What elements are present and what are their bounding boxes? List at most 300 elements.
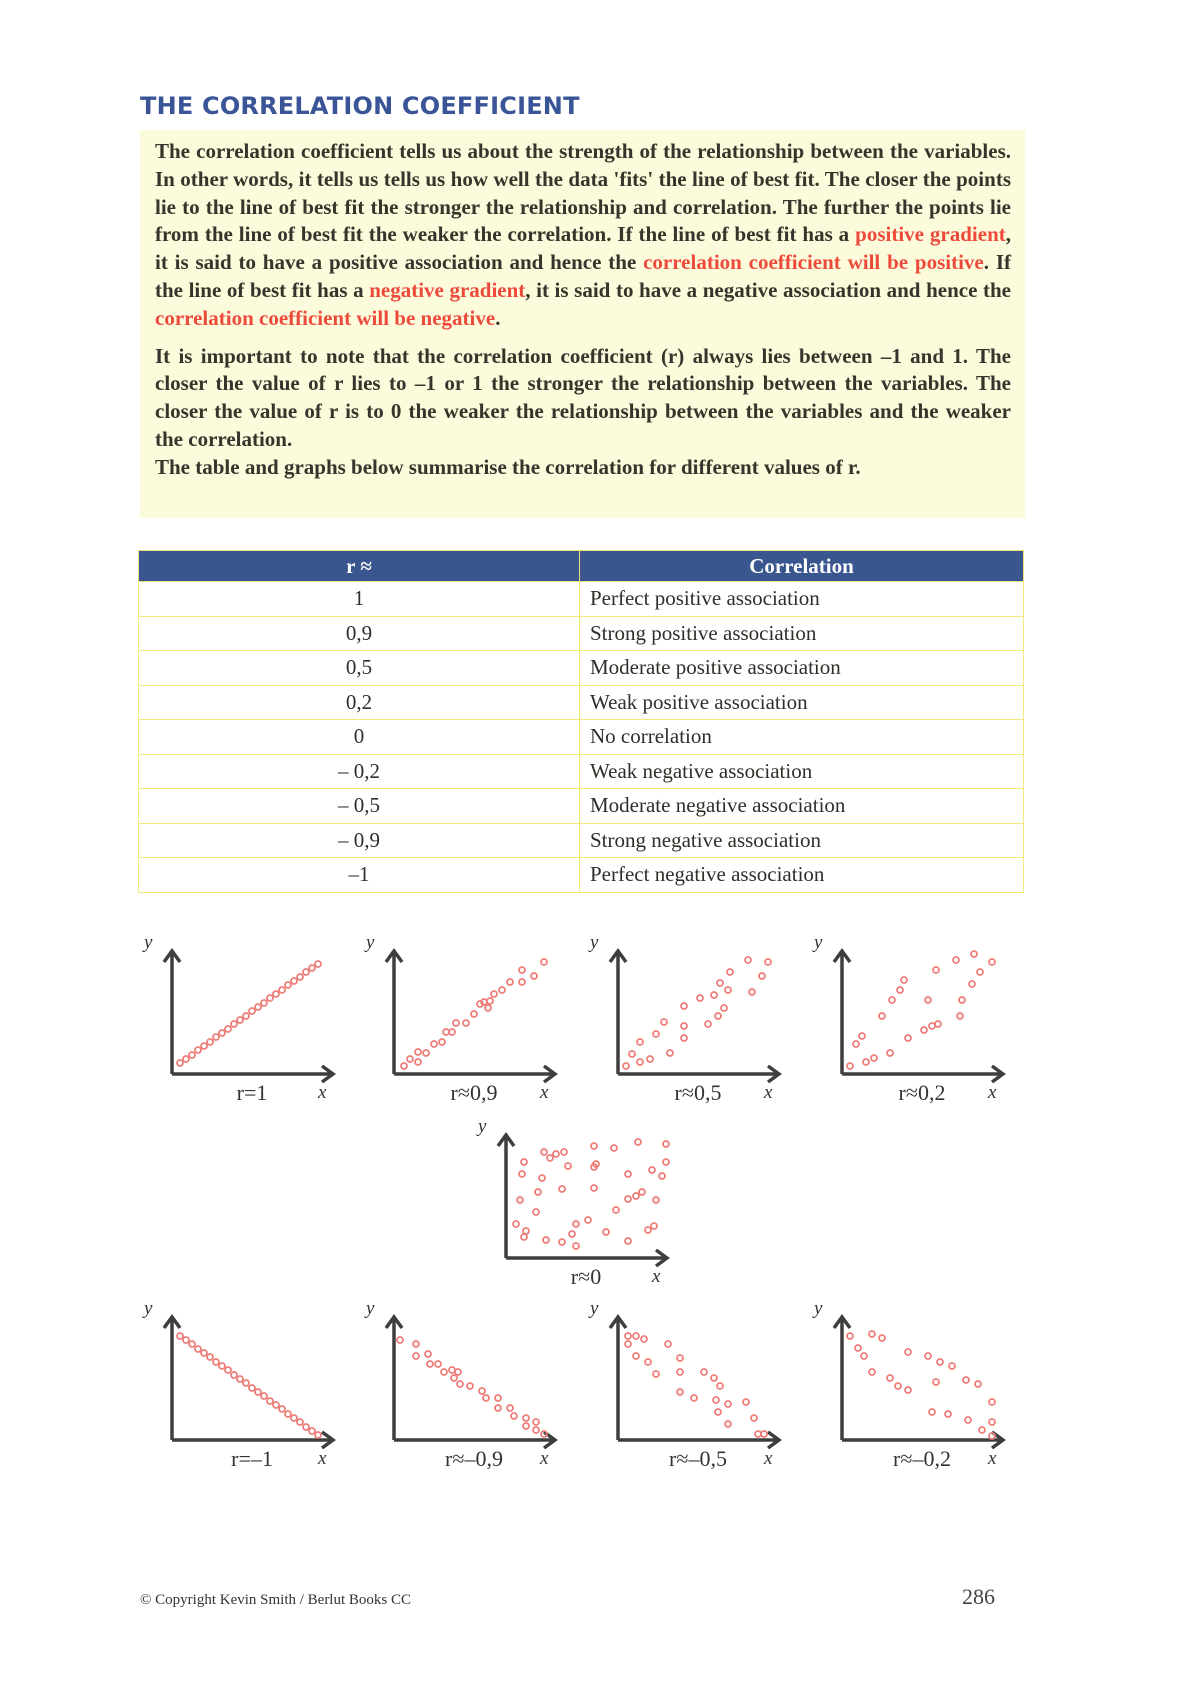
data-point xyxy=(957,1013,963,1019)
data-point xyxy=(681,1023,687,1029)
header-correlation: Correlation xyxy=(580,551,1024,582)
data-point xyxy=(633,1333,639,1339)
r-value: 0,2 xyxy=(139,685,580,720)
data-point xyxy=(237,1017,243,1023)
data-point xyxy=(243,1013,249,1019)
data-point xyxy=(177,1333,183,1339)
data-point xyxy=(303,1424,309,1430)
data-point xyxy=(523,1415,529,1421)
data-point xyxy=(697,995,703,1001)
table-row xyxy=(139,720,1024,755)
data-point xyxy=(291,978,297,984)
data-point xyxy=(273,1402,279,1408)
scatter-chart xyxy=(364,932,564,1110)
highlight-text: correlation coefficient will be positive xyxy=(643,250,984,275)
data-point xyxy=(633,1193,639,1199)
data-point xyxy=(291,1415,297,1421)
data-point xyxy=(645,1227,651,1233)
data-point xyxy=(561,1149,567,1155)
data-point xyxy=(487,998,493,1004)
data-point xyxy=(677,1389,683,1395)
data-point xyxy=(647,1056,653,1062)
data-point xyxy=(727,969,733,975)
data-point xyxy=(183,1337,189,1343)
data-point xyxy=(937,1359,943,1365)
scatter-chart xyxy=(142,1298,342,1476)
data-point xyxy=(407,1056,413,1062)
data-point xyxy=(237,1376,243,1382)
data-point xyxy=(273,991,279,997)
data-point xyxy=(285,1411,291,1417)
data-point xyxy=(495,1395,501,1401)
scatter-chart xyxy=(588,932,788,1110)
r-value: –1 xyxy=(139,858,580,893)
data-point xyxy=(625,1333,631,1339)
correlation-desc: Strong negative association xyxy=(580,823,1024,858)
data-point xyxy=(953,957,959,963)
chart-r-label: r≈–0,9 xyxy=(445,1446,503,1471)
data-point xyxy=(183,1056,189,1062)
data-point xyxy=(663,1141,669,1147)
data-point xyxy=(435,1361,441,1367)
data-point xyxy=(661,1019,667,1025)
scatter-chart xyxy=(476,1116,676,1294)
data-point xyxy=(637,1039,643,1045)
data-point xyxy=(483,1395,489,1401)
data-point xyxy=(861,1353,867,1359)
data-point xyxy=(949,1363,955,1369)
r-value: – 0,9 xyxy=(139,823,580,858)
data-point xyxy=(879,1335,885,1341)
data-point xyxy=(677,1369,683,1375)
y-axis-label: y xyxy=(590,1298,599,1319)
scatter-chart xyxy=(364,1298,564,1476)
data-point xyxy=(423,1050,429,1056)
r-value: 0,5 xyxy=(139,651,580,686)
data-point xyxy=(905,1035,911,1041)
data-point xyxy=(499,987,505,993)
data-point xyxy=(309,965,315,971)
axis-arrow-icon xyxy=(834,1317,1003,1448)
data-point xyxy=(681,1003,687,1009)
data-point xyxy=(449,1367,455,1373)
r-value: 0 xyxy=(139,720,580,755)
scatter-chart xyxy=(142,932,342,1110)
data-point xyxy=(887,1375,893,1381)
correlation-desc: Perfect positive association xyxy=(580,582,1024,617)
data-point xyxy=(705,1021,711,1027)
correlation-desc: Weak positive association xyxy=(580,685,1024,720)
data-point xyxy=(267,995,273,1001)
data-point xyxy=(543,1237,549,1243)
data-point xyxy=(975,1381,981,1387)
data-point xyxy=(415,1059,421,1065)
data-point xyxy=(925,1353,931,1359)
y-axis-label: y xyxy=(814,932,823,953)
data-point xyxy=(933,1379,939,1385)
data-point xyxy=(303,969,309,975)
scatter-chart xyxy=(812,932,1012,1110)
data-point xyxy=(989,1419,995,1425)
data-point xyxy=(625,1341,631,1347)
data-point xyxy=(959,997,965,1003)
data-point xyxy=(207,1354,213,1360)
data-point xyxy=(629,1051,635,1057)
data-point xyxy=(255,1389,261,1395)
data-point xyxy=(315,961,321,967)
body-text: The correlation coefficient tells us about the strength of the relationship between the variables. In other words, it tells us tells us how well the data 'fits' the line of best fit. The closer the points lie to the line of best fit the stronger the relationship and correlation. The further the points lie from the line of best fit the weaker the correlation. If the line of best fit has a xyxy=(155,139,1011,247)
data-point xyxy=(971,951,977,957)
axes xyxy=(506,1136,666,1258)
x-axis-label: x xyxy=(988,1448,997,1469)
intro-paragraph-gradient xyxy=(155,138,1011,333)
data-point xyxy=(653,1031,659,1037)
data-point xyxy=(591,1143,597,1149)
data-point xyxy=(659,1173,665,1179)
data-point xyxy=(261,1393,267,1399)
correlation-desc: No correlation xyxy=(580,720,1024,755)
data-point xyxy=(667,1050,673,1056)
data-point xyxy=(513,1221,519,1227)
data-point xyxy=(649,1167,655,1173)
r-value: – 0,2 xyxy=(139,754,580,789)
data-point xyxy=(751,1415,757,1421)
data-point xyxy=(195,1346,201,1352)
data-point xyxy=(565,1163,571,1169)
header-r: r ≈ xyxy=(139,551,580,582)
highlight-text: negative gradient xyxy=(369,277,526,302)
chart-r-label: r≈–0,5 xyxy=(669,1446,727,1471)
data-point xyxy=(653,1197,659,1203)
data-point xyxy=(691,1395,697,1401)
scatter-chart xyxy=(812,1298,1012,1476)
axes xyxy=(172,1318,332,1440)
data-point xyxy=(441,1369,447,1375)
data-point xyxy=(207,1039,213,1045)
data-point xyxy=(519,967,525,973)
data-point xyxy=(569,1231,575,1237)
data-point xyxy=(559,1239,565,1245)
x-axis-label: x xyxy=(318,1448,327,1469)
chart-r-label: r≈0 xyxy=(570,1264,602,1289)
axes xyxy=(618,952,778,1074)
data-point xyxy=(471,1011,477,1017)
data-point xyxy=(925,997,931,1003)
data-point xyxy=(611,1145,617,1151)
data-point xyxy=(717,980,723,986)
x-axis-label: x xyxy=(764,1448,773,1469)
data-point xyxy=(905,1387,911,1393)
axis-arrow-icon xyxy=(610,951,779,1082)
data-point xyxy=(625,1238,631,1244)
data-point xyxy=(455,1369,461,1375)
data-point xyxy=(523,1423,529,1429)
correlation-desc: Weak negative association xyxy=(580,754,1024,789)
table-row xyxy=(139,789,1024,824)
data-point xyxy=(761,1431,767,1437)
data-point xyxy=(195,1047,201,1053)
data-point xyxy=(869,1369,875,1375)
data-point xyxy=(573,1221,579,1227)
data-point xyxy=(481,999,487,1005)
data-point xyxy=(539,1175,545,1181)
body-text: , it is said to have a negative association and hence the xyxy=(525,277,1011,302)
data-point xyxy=(863,1059,869,1065)
x-axis-label: x xyxy=(764,1082,773,1103)
data-point xyxy=(651,1223,657,1229)
data-point xyxy=(225,1026,231,1032)
data-point xyxy=(855,1345,861,1351)
data-point xyxy=(553,1151,559,1157)
intro-paragraph-range: It is important to note that the correlation coefficient (r) always lies between –1 and 1. The closer the value of r lies to –1 or 1 the stronger the relationship between the variables. The closer the value of r is to 0 the weaker the relationship between the variables and the weaker the correlation. xyxy=(155,343,1011,451)
data-point xyxy=(201,1043,207,1049)
correlation-desc: Moderate negative association xyxy=(580,789,1024,824)
x-axis-label: x xyxy=(540,1448,549,1469)
y-axis-label: y xyxy=(144,932,153,953)
axis-arrow-icon xyxy=(610,1317,779,1448)
data-point xyxy=(613,1207,619,1213)
axes xyxy=(394,1318,554,1440)
chart-r-label: r≈0,5 xyxy=(674,1080,722,1105)
data-point xyxy=(969,981,975,987)
data-point xyxy=(231,1021,237,1027)
data-point xyxy=(905,1349,911,1355)
data-point xyxy=(535,1189,541,1195)
data-point xyxy=(847,1333,853,1339)
y-axis-label: y xyxy=(366,932,375,953)
y-axis-label: y xyxy=(590,932,599,953)
table-row xyxy=(139,858,1024,893)
data-point xyxy=(965,1417,971,1423)
data-point xyxy=(249,1008,255,1014)
highlight-text: correlation coefficient will be negative xyxy=(155,305,496,330)
data-point xyxy=(745,957,751,963)
data-point xyxy=(665,1341,671,1347)
data-point xyxy=(853,1041,859,1047)
data-point xyxy=(413,1341,419,1347)
y-axis-label: y xyxy=(478,1116,487,1137)
data-point xyxy=(189,1052,195,1058)
data-point xyxy=(635,1139,641,1145)
data-point xyxy=(541,1149,547,1155)
data-point xyxy=(681,1035,687,1041)
data-point xyxy=(749,989,755,995)
data-point xyxy=(725,1421,731,1427)
data-point xyxy=(743,1399,749,1405)
data-point xyxy=(541,959,547,965)
data-point xyxy=(929,1023,935,1029)
data-point xyxy=(219,1363,225,1369)
y-axis-label: y xyxy=(144,1298,153,1319)
data-point xyxy=(929,1409,935,1415)
data-point xyxy=(495,1405,501,1411)
data-point xyxy=(533,1419,539,1425)
data-point xyxy=(935,1021,941,1027)
data-point xyxy=(523,1228,529,1234)
data-point xyxy=(721,1005,727,1011)
data-point xyxy=(623,1063,629,1069)
data-point xyxy=(521,1234,527,1240)
body-text: . If the line of best fit has a xyxy=(155,250,1011,302)
r-value: 1 xyxy=(139,582,580,617)
data-point xyxy=(467,1383,473,1389)
data-point xyxy=(717,1383,723,1389)
data-point xyxy=(413,1353,419,1359)
correlation-desc: Strong positive association xyxy=(580,616,1024,651)
data-point xyxy=(463,1020,469,1026)
data-point xyxy=(425,1351,431,1357)
data-point xyxy=(603,1229,609,1235)
data-point xyxy=(285,982,291,988)
data-point xyxy=(653,1371,659,1377)
page-number: 286 xyxy=(962,1584,995,1609)
table-header-row xyxy=(139,551,1024,582)
chart-r-label: r≈0,2 xyxy=(898,1080,946,1105)
data-point xyxy=(715,1409,721,1415)
data-point xyxy=(231,1372,237,1378)
data-point xyxy=(901,977,907,983)
body-text: , it is said to have a positive association and hence the xyxy=(155,222,1011,275)
data-point xyxy=(521,1159,527,1165)
data-point xyxy=(279,987,285,993)
data-point xyxy=(625,1196,631,1202)
data-point xyxy=(977,969,983,975)
data-point xyxy=(989,959,995,965)
correlation-table xyxy=(138,550,1024,893)
data-point xyxy=(637,1059,643,1065)
y-axis-label: y xyxy=(366,1298,375,1319)
data-point xyxy=(511,1413,517,1419)
data-point xyxy=(945,1411,951,1417)
page-title: THE CORRELATION COEFFICIENT xyxy=(140,92,580,120)
data-point xyxy=(711,1375,717,1381)
data-point xyxy=(641,1336,647,1342)
correlation-desc: Perfect negative association xyxy=(580,858,1024,893)
data-point xyxy=(439,1039,445,1045)
data-point xyxy=(933,967,939,973)
table-row xyxy=(139,823,1024,858)
table-row xyxy=(139,616,1024,651)
scatter-chart xyxy=(588,1298,788,1476)
data-point xyxy=(533,1209,539,1215)
table-row xyxy=(139,685,1024,720)
data-point xyxy=(591,1185,597,1191)
data-point xyxy=(559,1186,565,1192)
data-point xyxy=(533,1427,539,1433)
data-point xyxy=(531,973,537,979)
data-point xyxy=(725,1401,731,1407)
data-point xyxy=(213,1034,219,1040)
data-point xyxy=(309,1428,315,1434)
intro-paragraph-summary: The table and graphs below summarise the correlation for different values of r. xyxy=(155,454,861,479)
data-point xyxy=(507,979,513,985)
table-row xyxy=(139,754,1024,789)
chart-r-label: r=1 xyxy=(236,1080,268,1105)
data-point xyxy=(921,1027,927,1033)
data-point xyxy=(261,1000,267,1006)
data-point xyxy=(315,1432,321,1438)
data-point xyxy=(397,1337,403,1343)
data-point xyxy=(879,1013,885,1019)
data-point xyxy=(725,987,731,993)
data-point xyxy=(869,1331,875,1337)
data-point xyxy=(297,1419,303,1425)
data-point xyxy=(427,1361,433,1367)
data-point xyxy=(519,979,525,985)
r-value: – 0,5 xyxy=(139,789,580,824)
data-point xyxy=(663,1159,669,1165)
table-row xyxy=(139,582,1024,617)
data-point xyxy=(989,1399,995,1405)
data-point xyxy=(871,1055,877,1061)
body-text: . xyxy=(495,305,501,330)
x-axis-label: x xyxy=(988,1082,997,1103)
data-point xyxy=(243,1380,249,1386)
data-point xyxy=(765,959,771,965)
data-point xyxy=(889,997,895,1003)
data-point xyxy=(639,1189,645,1195)
data-point xyxy=(701,1369,707,1375)
data-point xyxy=(633,1353,639,1359)
data-point xyxy=(297,974,303,980)
y-axis-label: y xyxy=(814,1298,823,1319)
r-value: 0,9 xyxy=(139,616,580,651)
data-point xyxy=(213,1359,219,1365)
data-point xyxy=(715,1013,721,1019)
data-point xyxy=(755,1431,761,1437)
chart-r-label: r=–1 xyxy=(231,1446,273,1471)
chart-r-label: r≈–0,2 xyxy=(893,1446,951,1471)
copyright-footer: © Copyright Kevin Smith / Berlut Books CC xyxy=(140,1592,411,1608)
axes xyxy=(842,1318,1002,1440)
intro-box xyxy=(140,130,1025,518)
data-point xyxy=(431,1041,437,1047)
correlation-desc: Moderate positive association xyxy=(580,651,1024,686)
data-point xyxy=(713,1397,719,1403)
data-point xyxy=(415,1049,421,1055)
data-point xyxy=(249,1385,255,1391)
data-point xyxy=(177,1060,183,1066)
data-point xyxy=(897,987,903,993)
data-point xyxy=(677,1355,683,1361)
data-point xyxy=(451,1375,457,1381)
data-point xyxy=(585,1217,591,1223)
data-point xyxy=(895,1383,901,1389)
highlight-text: positive gradient xyxy=(855,222,1006,247)
data-point xyxy=(219,1030,225,1036)
data-point xyxy=(453,1020,459,1026)
data-point xyxy=(267,1398,273,1404)
data-point xyxy=(887,1050,893,1056)
x-axis-label: x xyxy=(540,1082,549,1103)
data-point xyxy=(645,1359,651,1365)
data-point xyxy=(859,1033,865,1039)
data-point xyxy=(279,1406,285,1412)
x-axis-label: x xyxy=(652,1266,661,1287)
data-point xyxy=(573,1243,579,1249)
data-point xyxy=(979,1427,985,1433)
data-point xyxy=(517,1197,523,1203)
data-point xyxy=(485,1005,491,1011)
data-point xyxy=(201,1350,207,1356)
data-point xyxy=(519,1171,525,1177)
chart-r-label: r≈0,9 xyxy=(450,1080,498,1105)
data-point xyxy=(189,1341,195,1347)
data-point xyxy=(457,1381,463,1387)
data-point xyxy=(759,973,765,979)
data-point xyxy=(625,1171,631,1177)
data-point xyxy=(963,1377,969,1383)
